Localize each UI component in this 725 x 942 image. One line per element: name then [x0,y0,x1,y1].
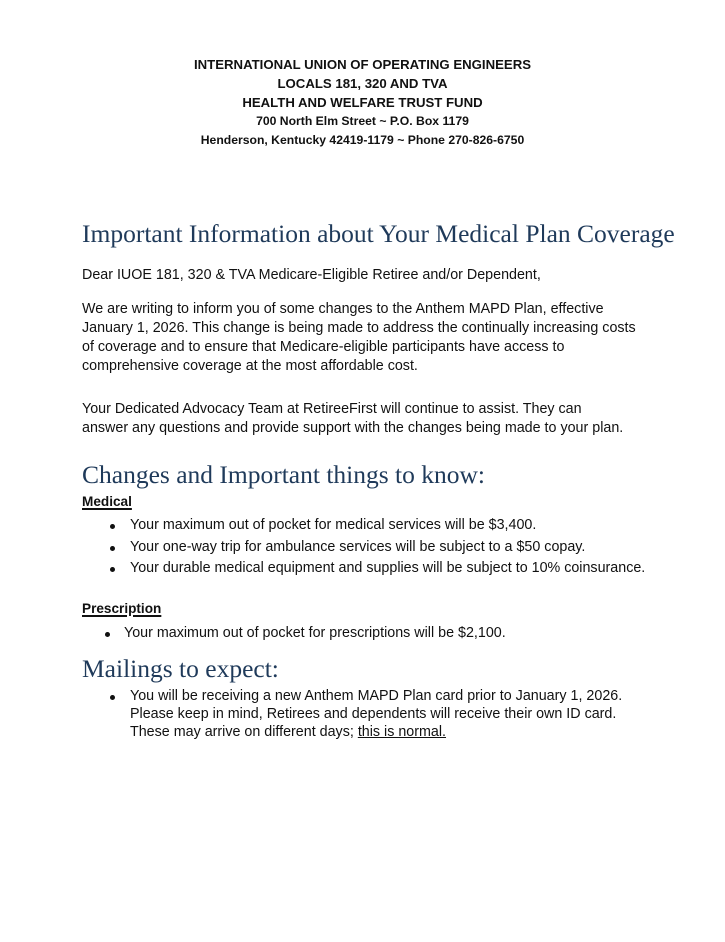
bullet-icon [105,632,110,637]
list-item-text: These may arrive on different days; [130,724,358,740]
prescription-subheading: Prescription [82,601,162,616]
list-item-text: You will be receiving a new Anthem MAPD Plan card prior to January 1, 2026. [130,688,623,704]
list-item-text: Your maximum out of pocket for prescriptions will be $2,100. [124,625,506,641]
advocacy-line: Your Dedicated Advocacy Team at RetireeFirst will continue to assist. They can [82,401,582,417]
list-item [130,539,585,555]
bullet-icon [110,695,115,700]
list-item [130,560,645,576]
bullet-icon [110,546,115,551]
intro-line: comprehensive coverage at the most affordable cost. [82,358,418,374]
list-item [124,625,506,641]
advocacy-line: answer any questions and provide support with the changes being made to your plan. [82,420,624,436]
letterhead-city-phone: Henderson, Kentucky 42419-1179 ~ Phone 270-826-6750 [200,133,525,147]
bullet-icon [110,524,115,529]
intro-line: January 1, 2026. This change is being made to address the continually increasing costs [82,320,636,336]
letterhead-fund: HEALTH AND WELFARE TRUST FUND [242,95,483,110]
intro-line: of coverage and to ensure that Medicare-eligible participants have access to [82,339,565,355]
mailings-heading: Mailings to expect: [82,654,279,683]
letterhead-locals: LOCALS 181, 320 AND TVA [277,76,448,91]
list-item [130,517,536,533]
list-item-text: Your maximum out of pocket for medical services will be $3,400. [130,517,537,533]
changes-heading: Changes and Important things to know: [82,460,485,489]
letterhead-org: INTERNATIONAL UNION OF OPERATING ENGINEERS [193,57,532,72]
bullet-icon [110,567,115,572]
list-item [130,688,622,704]
page-title: Important Information about Your Medical Plan Coverage [82,219,675,248]
list-item-text: Your one-way trip for ambulance services will be subject to a $50 copay. [130,539,586,555]
intro-line: We are writing to inform you of some changes to the Anthem MAPD Plan, effective [82,301,604,317]
salutation: Dear IUOE 181, 320 & TVA Medicare-Eligible Retiree and/or Dependent, [82,267,541,283]
list-item-continuation [130,706,616,722]
medical-subheading: Medical [82,494,132,509]
list-item-text: Your durable medical equipment and supplies will be subject to 10% coinsurance. [130,560,646,576]
list-item-continuation [130,724,446,740]
list-item-text: Please keep in mind, Retirees and dependents will receive their own ID card. [130,706,617,722]
letterhead-street: 700 North Elm Street ~ P.O. Box 1179 [256,114,469,128]
underlined-note: this is normal. [357,724,447,740]
